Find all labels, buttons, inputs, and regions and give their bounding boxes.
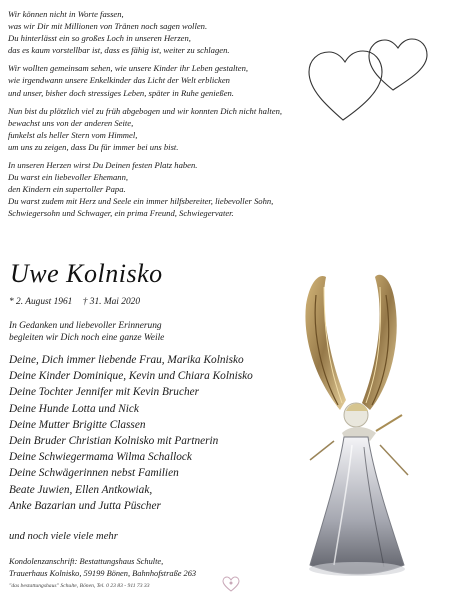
- remembrance-intro: [9, 320, 164, 344]
- poem-line: Du warst zudem mit Herz und Seele ein immer hilfsbereiter, liebevoller Sohn,: [8, 196, 274, 207]
- poem-line: Nun bist du plötzlich viel zu früh abgebogen und wir konnten Dich nicht halten,: [8, 105, 283, 116]
- mourner-line: Deine Kinder Dominique, Kevin und Chiara Kolnisko: [9, 370, 253, 383]
- poem-stanza: [8, 159, 428, 219]
- two-hearts-icon: [305, 22, 430, 132]
- poem-line: In unseren Herzen wirst Du Deinen festen Platz haben.: [8, 160, 198, 171]
- mourner-line: Dein Bruder Christian Kolnisko mit Partnerin: [9, 435, 219, 448]
- mourner-line: Deine Mutter Brigitte Classen: [9, 418, 146, 431]
- intro-line: In Gedanken und liebevoller Erinnerung: [9, 321, 162, 331]
- mourner-line: Deine Schwiegermama Wilma Schallock: [9, 451, 192, 464]
- mourner-line: Deine Schwägerinnen nebst Familien: [9, 467, 179, 480]
- mourner-line: Deine Tochter Jennifer mit Kevin Brucher: [9, 386, 200, 399]
- poem-line: Du hinterlässt ein so großes Loch in unseren Herzen,: [8, 33, 191, 44]
- mourner-line: Anke Bazarian und Jutta Püscher: [9, 499, 161, 512]
- funeral-home-logo: [221, 575, 241, 593]
- poem-line: um uns zu zeigen, dass Du für immer bei uns bist.: [8, 141, 179, 152]
- closing-line: und noch viele viele mehr: [9, 531, 118, 542]
- contact-line: Kondolenzanschrift: Bestattungshaus Schulte,: [9, 557, 164, 566]
- poem-line: bewachst uns von der anderen Seite,: [8, 117, 134, 128]
- poem-stanza: [8, 62, 308, 98]
- intro-line: begleiten wir Dich noch eine ganze Weile: [9, 333, 165, 343]
- poem-line: den Kindern ein supertoller Papa.: [8, 184, 126, 195]
- angel-figure: [280, 265, 430, 585]
- poem-line: funkelst als heller Stern vom Himmel,: [8, 129, 138, 140]
- mourner-line: Deine, Dich immer liebende Frau, Marika Kolnisko: [9, 354, 244, 366]
- mourner-line: Deine Hunde Lotta und Nick: [9, 402, 139, 415]
- poem-line: wie irgendwann unsere Enkelkinder das Licht der Welt erblicken: [8, 75, 230, 86]
- poem-line: und unser, bisher doch stressiges Leben, später in Ruhe genießen.: [8, 87, 234, 98]
- mourner-line: Beate Juwien, Ellen Antkowiak,: [9, 483, 153, 496]
- birth-date: * 2. August 1961: [9, 297, 73, 307]
- poem-line: Wir wollten gemeinsam sehen, wie unsere Kinder ihr Leben gestalten,: [8, 63, 249, 74]
- poem-stanza: [8, 8, 308, 56]
- deceased-name: Uwe Kolnisko: [10, 259, 163, 288]
- mourners-list: [9, 352, 253, 514]
- poem-line: Du warst ein liebevoller Ehemann,: [8, 172, 129, 183]
- memorial-poem: [8, 8, 308, 226]
- condolence-address: [9, 556, 196, 580]
- poem-line: Wir können nicht in Worte fassen,: [8, 9, 124, 19]
- poem-line: das es kaum vorstellbar ist, dass es fähig ist, weiter zu schlagen.: [8, 45, 230, 56]
- funeral-home-credit: "das bestattungshaus" Schulte, Bönen, Tel. 0 23 83 - 911 73 33: [9, 583, 150, 589]
- contact-line: Trauerhaus Kolnisko, 59199 Bönen, Bahnhofstraße 263: [9, 568, 197, 578]
- poem-line: Schwiegersohn und Schwager, ein prima Freund, Schwiegervater.: [8, 208, 234, 219]
- death-date: † 31. Mai 2020: [82, 297, 141, 307]
- life-dates: [9, 297, 140, 307]
- poem-line: was wir Dir mit Millionen von Tränen noch sagen wollen.: [8, 21, 208, 32]
